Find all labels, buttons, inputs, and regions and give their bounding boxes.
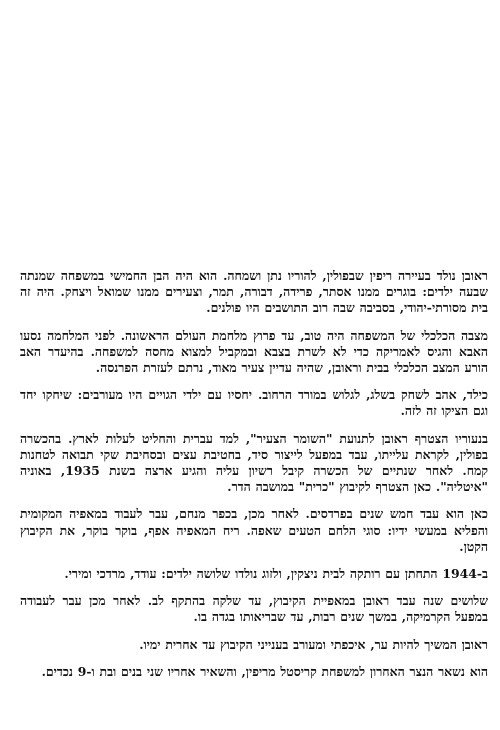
paragraph-work-years: שלושים שנה עבד ראובן במאפיית הקיבוץ, עד שלקה בהתקף לב. לאחר מכן עבר לעבודה במפעל הקרמיקה, במשך שנים רבות, עד שבריאותו בגדה בו. — [20, 593, 488, 625]
paragraph-youth-movement-aliyah: בנעוריו הצטרף ראובן לתנועת "השומר הצעיר", למד עברית והחליט לעלות לארץ. בהכשרה בפולין, לקראת עלייתו, עבד במפעל לייצור סיד, בחטיבת עצים ובסחיבת שקי תבואה לטחנות קמח. לאחר שנתיים של הכשרה קיבל רשיון עליה והגיע ארצה בשנת 1935, באוניה "איטליה". כאן הצטרף לקיבוץ "כרית" במושבה הדר. — [20, 430, 488, 495]
paragraph-childhood-family: ראובן נולד בעיירה ריפין שבפולין, להוריו נתן ושמחה. הוא היה הבן החמישי במשפחה שמנתה שבעה ילדים: בוגרים ממנו אסתר, פרידה, דבורה, תמר, וצעירים ממנו שמואל ויצחק. היה זה בית מסורתי-יהודי, בסביבה שבה רוב התושבים היו פולנים. — [20, 268, 488, 316]
paragraph-economic-situation: מצבה הכלכלי של המשפחה היה טוב, עד פרוץ מלחמת העולם הראשונה. לפני המלחמה נסעו האבא והגיס לאמריקה כדי לא לשרת בצבא ובמקביל למצוא מחסה למשפחה. בהיעדר האב הורע המצב הכלכלי בבית וראובן, שהיה עדיין צעיר מאוד, נרתם לעזרת הפרנסה. — [20, 327, 488, 376]
document-page — [20, 268, 488, 680]
paragraph-involvement: ראובן המשיך להיות ער, איכפתי ומעורב בענייני הקיבוץ עד אחרית ימיו. — [139, 636, 488, 652]
paragraph-childhood-games: כילד, אהב לשחק בשלג, לגלוש במורד הרחוב. יחסיו עם ילדי הגויים היו מעורבים: שיחקו יחד וגם הציקו זה לזה. — [20, 387, 488, 419]
paragraph-marriage-children: ב-1944 התחתן עם רותקה לבית ניצקין, ולזוג נולדו שלושה ילדים: עודד, מרדכי ומירי. — [64, 566, 488, 582]
paragraph-orchards-bakery: כאן הוא עבד חמש שנים בפרדסים. לאחר מכן, בכפר מנחם, עבר לעבוד במאפיה המקומית והפליא במעשי ידיו: סוגי הלחם הטעים שאפה. ריח המאפיה אפף, בוקר בוקר, את הקיבוץ הקטן. — [20, 506, 488, 554]
paragraph-legacy: הוא נשאר הנצר האחרון למשפחת קריסטל מריפין, והשאיר אחריו שני בנים ובת ו-9 נכדים. — [41, 663, 488, 679]
